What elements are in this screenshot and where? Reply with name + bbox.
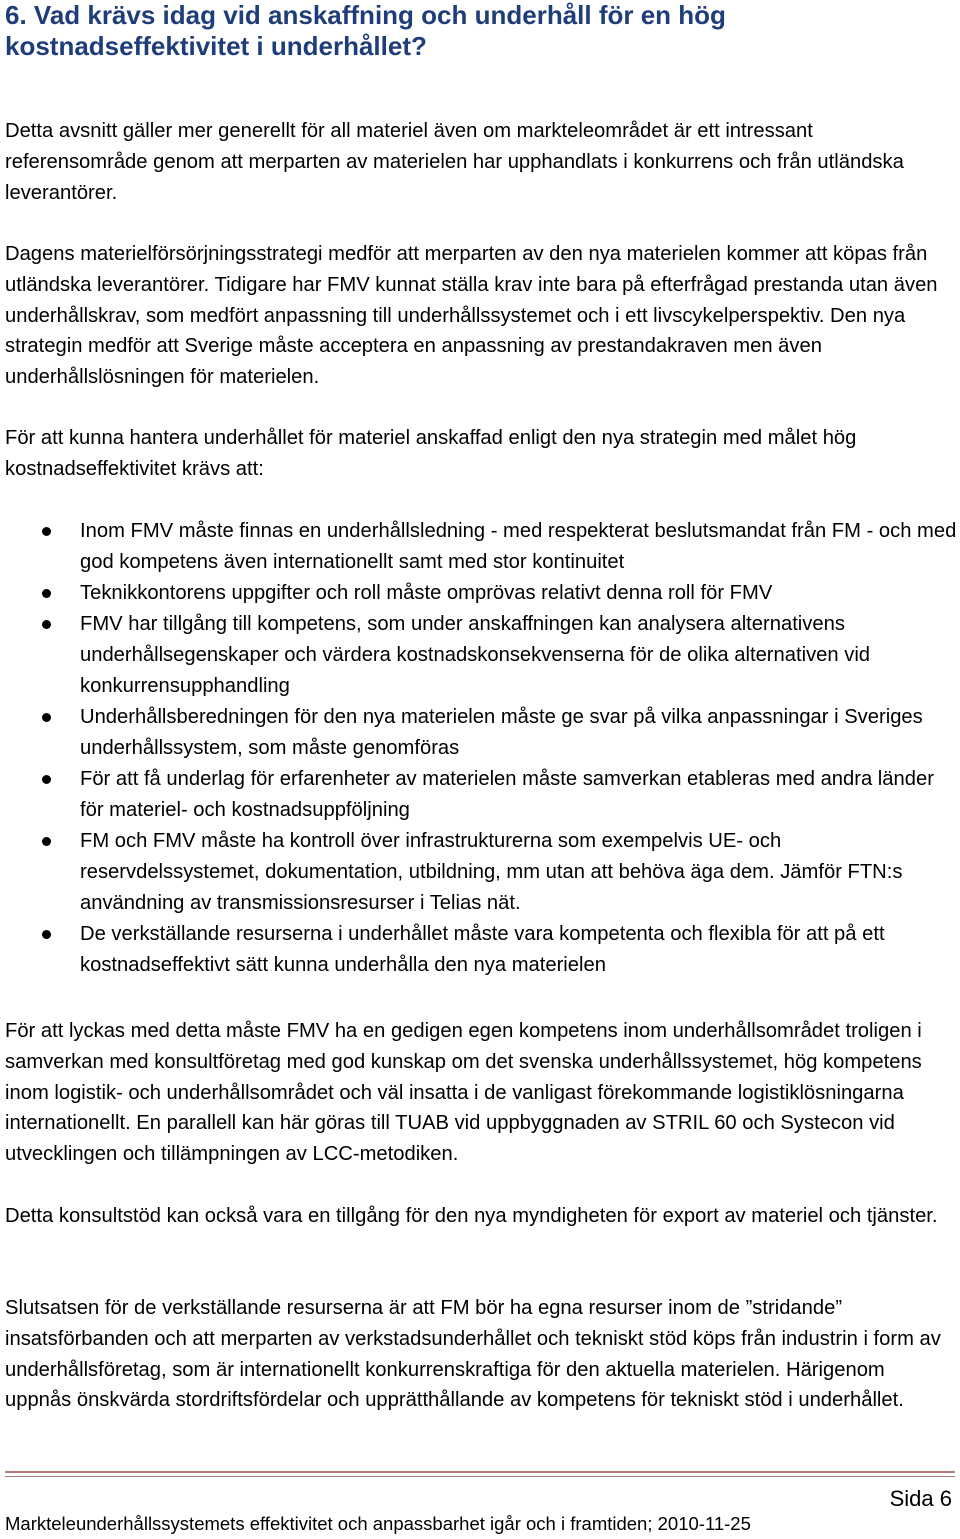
list-item-text: De verkställande resurserna i underhållet måste vara kompetenta och flexibla för att på ett kostnadseffektivt sätt kunna underhålla den nya materielen <box>80 923 885 976</box>
list-item <box>0 764 960 826</box>
bullet-icon <box>42 837 51 846</box>
footer-divider <box>5 1471 955 1473</box>
paragraph-competence: För att lyckas med detta måste FMV ha en gedigen egen kompetens inom underhållsområdet troligen i samverkan med konsultföretag med god kunskap om det svenska underhållssystemet, hög kompetens inom logistik- och underhållsområdet och väl insatta i de vanligast förekommande logistiklösningarna internationellt. En parallell kan här göras till TUAB vid uppbyggnaden av STRIL 60 och Systecon vid utvecklingen och tillämpningen av LCC-metodiken. <box>5 1020 922 1166</box>
page-number: Sida 6 <box>889 1486 952 1511</box>
list-item <box>0 516 960 578</box>
list-item-text: För att få underlag för erfarenheter av materielen måste samverkan etableras med andra länder för materiel- och kostnadsuppföljning <box>80 768 934 821</box>
bullet-icon <box>42 620 51 629</box>
footer-divider-thin <box>5 1476 955 1477</box>
bullet-icon <box>42 527 51 536</box>
list-item-text: Inom FMV måste finnas en underhållsledning - med respekterat beslutsmandat från FM - och med god kompetens även internationellt samt med stor kontinuitet <box>80 520 957 573</box>
bullet-icon <box>42 930 51 939</box>
paragraph-requirements-lead: För att kunna hantera underhållet för materiel anskaffad enligt den nya strategin med målet hög kostnadseffektivitet krävs att: <box>5 427 857 480</box>
list-item-text: Teknikkontorens uppgifter och roll måste omprövas relativt denna roll för FMV <box>80 582 773 604</box>
list-item <box>0 702 960 764</box>
footer-text: Markteleunderhållssystemets effektivitet och anpassbarhet igår och i framtiden; 2010-11-25 <box>5 1513 751 1534</box>
list-item <box>0 578 960 609</box>
list-item-text: FM och FMV måste ha kontroll över infrastrukturerna som exempelvis UE- och reservdelssystemet, dokumentation, utbildning, mm utan att behöva äga dem. Jämför FTN:s användning av transmissionsresurser i Telias nät. <box>80 830 903 914</box>
bullet-icon <box>42 713 51 722</box>
list-item-text: Underhållsberedningen för den nya materielen måste ge svar på vilka anpassningar i Sveriges underhållssystem, som måste genomföras <box>80 706 923 759</box>
paragraph-consulting: Detta konsultstöd kan också vara en tillgång för den nya myndigheten för export av materiel och tjänster. <box>5 1205 938 1227</box>
bullet-icon <box>42 589 51 598</box>
bullet-icon <box>42 775 51 784</box>
paragraph-conclusion: Slutsatsen för de verkställande resurserna är att FM bör ha egna resurser inom de ”stridande” insatsförbanden och att merparten av verkstadsunderhållet och tekniskt stöd köps från industrin i form av underhållsföretag, som är internationellt konkurrenskraftiga för den aktuella materielen. Härigenom uppnås önskvärda stordriftsfördelar och upprätthållande av kompetens för tekniskt stöd i underhållet. <box>5 1297 941 1412</box>
list-item <box>0 919 960 981</box>
paragraph-strategy: Dagens materielförsörjningsstrategi medför att merparten av den nya materielen kommer att köpas från utländska leverantörer. Tidigare har FMV kunnat ställa krav inte bara på efterfrågad prestanda utan även underhållskrav, som medfört anpassning till underhållssystemet och i ett livscykelperspektiv. Den nya strategin medför att Sverige måste acceptera en anpassning av prestandakraven men även underhållslösningen för materielen. <box>5 243 938 389</box>
requirements-list <box>0 516 960 981</box>
paragraph-intro: Detta avsnitt gäller mer generellt för all materiel även om markteleområdet är ett intressant referensområde genom att merparten av materielen har upphandlats i konkurrens och från utländska leverantörer. <box>5 120 904 204</box>
list-item <box>0 826 960 919</box>
list-item <box>0 609 960 702</box>
list-item-text: FMV har tillgång till kompetens, som under anskaffningen kan analysera alternativens underhållsegenskaper och värdera kostnadskonsekvenserna för de olika alternativen vid konkurrensupphandling <box>80 613 871 697</box>
section-heading: 6. Vad krävs idag vid anskaffning och underhåll för en hög kostnadseffektivitet i underhållet? <box>5 0 726 61</box>
